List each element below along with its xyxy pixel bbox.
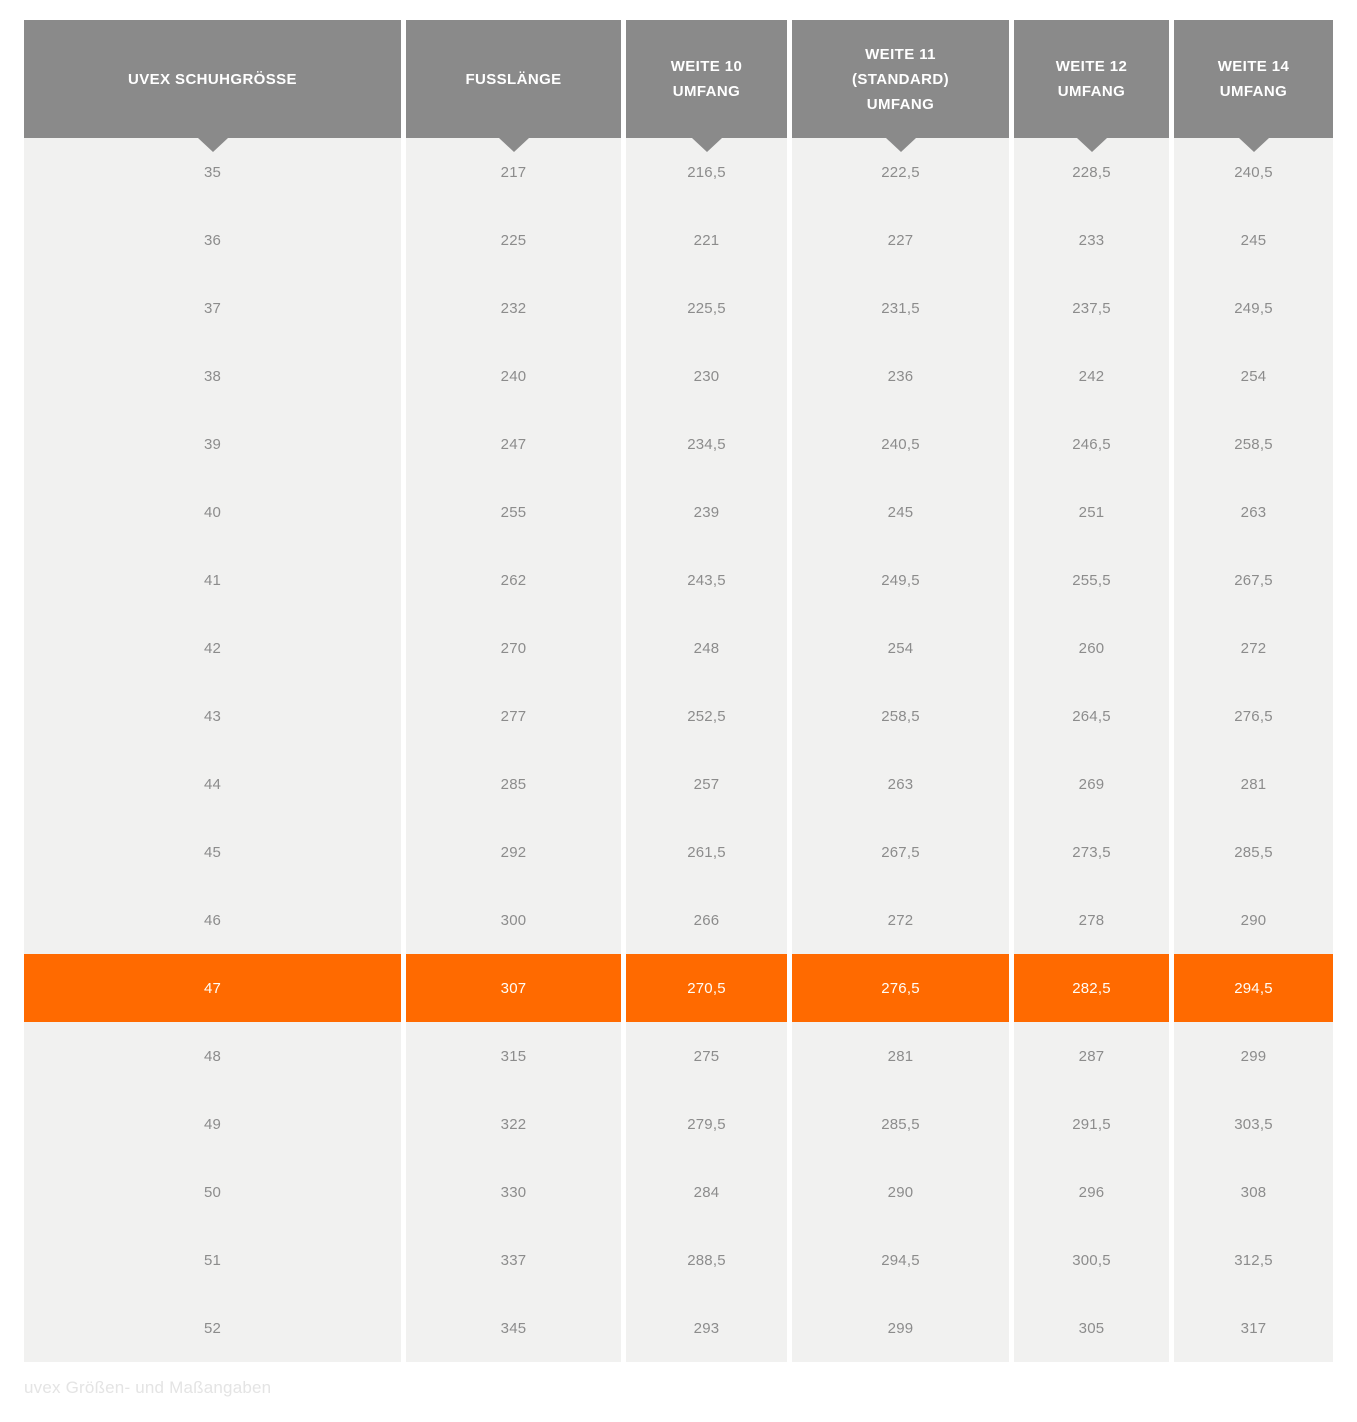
table-cell: 263 bbox=[792, 750, 1009, 818]
table-cell: 37 bbox=[24, 274, 401, 342]
column-header-label-line: UMFANG bbox=[672, 83, 741, 100]
table-header-row bbox=[24, 20, 1333, 138]
table-cell: 49 bbox=[24, 1090, 401, 1158]
table-row-size-39[interactable] bbox=[24, 410, 1333, 478]
table-cell: 299 bbox=[1174, 1022, 1333, 1090]
table-row-size-38[interactable] bbox=[24, 342, 1333, 410]
table-row-size-47[interactable] bbox=[24, 954, 1333, 1022]
table-cell: 291,5 bbox=[1014, 1090, 1169, 1158]
table-cell: 264,5 bbox=[1014, 682, 1169, 750]
table-cell: 225,5 bbox=[626, 274, 787, 342]
table-cell: 217 bbox=[406, 138, 621, 206]
table-cell: 284 bbox=[626, 1158, 787, 1226]
column-header-size bbox=[24, 20, 401, 138]
table-cell: 43 bbox=[24, 682, 401, 750]
header-pointer-down-icon bbox=[1077, 138, 1107, 152]
table-cell: 255 bbox=[406, 478, 621, 546]
table-cell: 228,5 bbox=[1014, 138, 1169, 206]
table-cell: 236 bbox=[792, 342, 1009, 410]
table-cell: 345 bbox=[406, 1294, 621, 1362]
table-cell: 290 bbox=[1174, 886, 1333, 954]
table-cell: 227 bbox=[792, 206, 1009, 274]
table-row-size-44[interactable] bbox=[24, 750, 1333, 818]
table-cell: 231,5 bbox=[792, 274, 1009, 342]
header-pointer-down-icon bbox=[692, 138, 722, 152]
table-cell: 270,5 bbox=[626, 954, 787, 1022]
table-cell: 216,5 bbox=[626, 138, 787, 206]
table-cell: 258,5 bbox=[1174, 410, 1333, 478]
table-cell: 252,5 bbox=[626, 682, 787, 750]
table-cell: 47 bbox=[24, 954, 401, 1022]
header-pointer-down-icon bbox=[1239, 138, 1269, 152]
table-cell: 246,5 bbox=[1014, 410, 1169, 478]
table-cell: 269 bbox=[1014, 750, 1169, 818]
column-header-label-line: UVEX SCHUHGRÖSSE bbox=[128, 70, 297, 88]
table-cell: 294,5 bbox=[1174, 954, 1333, 1022]
table-row-size-36[interactable] bbox=[24, 206, 1333, 274]
table-cell: 263 bbox=[1174, 478, 1333, 546]
table-cell: 279,5 bbox=[626, 1090, 787, 1158]
table-cell: 50 bbox=[24, 1158, 401, 1226]
column-header-label-line: WEITE 11 bbox=[865, 45, 936, 63]
table-cell: 322 bbox=[406, 1090, 621, 1158]
table-cell: 249,5 bbox=[792, 546, 1009, 614]
header-pointer-down-icon bbox=[499, 138, 529, 152]
table-cell: 41 bbox=[24, 546, 401, 614]
table-cell: 239 bbox=[626, 478, 787, 546]
table-cell: 293 bbox=[626, 1294, 787, 1362]
column-header-label-line: UMFANG bbox=[1057, 83, 1126, 100]
table-cell: 273,5 bbox=[1014, 818, 1169, 886]
table-cell: 254 bbox=[792, 614, 1009, 682]
table-cell: 261,5 bbox=[626, 818, 787, 886]
table-cell: 45 bbox=[24, 818, 401, 886]
table-cell: 243,5 bbox=[626, 546, 787, 614]
table-cell: 247 bbox=[406, 410, 621, 478]
table-cell: 48 bbox=[24, 1022, 401, 1090]
table-cell: 36 bbox=[24, 206, 401, 274]
column-header-label-line: FUSSLÄNGE bbox=[465, 70, 562, 88]
table-body bbox=[24, 138, 1333, 1362]
table-cell: 267,5 bbox=[792, 818, 1009, 886]
table-cell: 288,5 bbox=[626, 1226, 787, 1294]
table-cell: 285,5 bbox=[792, 1090, 1009, 1158]
table-cell: 312,5 bbox=[1174, 1226, 1333, 1294]
table-row-size-51[interactable] bbox=[24, 1226, 1333, 1294]
table-cell: 299 bbox=[792, 1294, 1009, 1362]
table-cell: 308 bbox=[1174, 1158, 1333, 1226]
header-pointer-down-icon bbox=[198, 138, 228, 152]
table-cell: 287 bbox=[1014, 1022, 1169, 1090]
table-cell: 267,5 bbox=[1174, 546, 1333, 614]
column-header-width-10 bbox=[626, 20, 787, 138]
table-cell: 315 bbox=[406, 1022, 621, 1090]
table-cell: 275 bbox=[626, 1022, 787, 1090]
table-cell: 240,5 bbox=[792, 410, 1009, 478]
table-cell: 303,5 bbox=[1174, 1090, 1333, 1158]
table-cell: 266 bbox=[626, 886, 787, 954]
column-header-label-line: UMFANG bbox=[866, 95, 935, 113]
table-row-size-37[interactable] bbox=[24, 274, 1333, 342]
table-cell: 233 bbox=[1014, 206, 1169, 274]
table-cell: 35 bbox=[24, 138, 401, 206]
table-cell: 222,5 bbox=[792, 138, 1009, 206]
table-cell: 330 bbox=[406, 1158, 621, 1226]
column-header-width-12 bbox=[1014, 20, 1169, 138]
table-cell: 255,5 bbox=[1014, 546, 1169, 614]
table-row-size-40[interactable] bbox=[24, 478, 1333, 546]
table-cell: 300 bbox=[406, 886, 621, 954]
table-cell: 258,5 bbox=[792, 682, 1009, 750]
table-cell: 245 bbox=[792, 478, 1009, 546]
table-row-size-49[interactable] bbox=[24, 1090, 1333, 1158]
table-cell: 277 bbox=[406, 682, 621, 750]
table-cell: 260 bbox=[1014, 614, 1169, 682]
table-cell: 38 bbox=[24, 342, 401, 410]
table-cell: 290 bbox=[792, 1158, 1009, 1226]
table-cell: 282,5 bbox=[1014, 954, 1169, 1022]
table-cell: 221 bbox=[626, 206, 787, 274]
table-row-size-41[interactable] bbox=[24, 546, 1333, 614]
table-cell: 272 bbox=[792, 886, 1009, 954]
table-cell: 270 bbox=[406, 614, 621, 682]
column-header-label-line: WEITE 14 bbox=[1217, 58, 1290, 75]
header-pointer-down-icon bbox=[886, 138, 916, 152]
table-row-size-50[interactable] bbox=[24, 1158, 1333, 1226]
table-row-size-45[interactable] bbox=[24, 818, 1333, 886]
table-cell: 52 bbox=[24, 1294, 401, 1362]
table-cell: 305 bbox=[1014, 1294, 1169, 1362]
table-cell: 237,5 bbox=[1014, 274, 1169, 342]
column-header-label-line: UMFANG bbox=[1219, 83, 1288, 100]
table-cell: 234,5 bbox=[626, 410, 787, 478]
table-cell: 44 bbox=[24, 750, 401, 818]
column-header-width-14 bbox=[1174, 20, 1333, 138]
table-cell: 240,5 bbox=[1174, 138, 1333, 206]
column-header-label-line: WEITE 12 bbox=[1055, 58, 1128, 75]
table-cell: 317 bbox=[1174, 1294, 1333, 1362]
table-cell: 248 bbox=[626, 614, 787, 682]
table-cell: 281 bbox=[1174, 750, 1333, 818]
table-cell: 225 bbox=[406, 206, 621, 274]
table-cell: 254 bbox=[1174, 342, 1333, 410]
size-chart-page bbox=[24, 20, 1333, 1398]
table-cell: 285,5 bbox=[1174, 818, 1333, 886]
table-cell: 249,5 bbox=[1174, 274, 1333, 342]
table-cell: 245 bbox=[1174, 206, 1333, 274]
table-cell: 40 bbox=[24, 478, 401, 546]
table-cell: 337 bbox=[406, 1226, 621, 1294]
column-header-width-11 bbox=[792, 20, 1009, 138]
table-row-size-48[interactable] bbox=[24, 1022, 1333, 1090]
table-cell: 307 bbox=[406, 954, 621, 1022]
table-cell: 278 bbox=[1014, 886, 1169, 954]
table-cell: 281 bbox=[792, 1022, 1009, 1090]
table-cell: 39 bbox=[24, 410, 401, 478]
table-row-size-43[interactable] bbox=[24, 682, 1333, 750]
table-row-size-46[interactable] bbox=[24, 886, 1333, 954]
table-cell: 300,5 bbox=[1014, 1226, 1169, 1294]
column-header-label-line: (STANDARD) bbox=[851, 70, 950, 88]
table-row-size-52[interactable] bbox=[24, 1294, 1333, 1362]
table-cell: 42 bbox=[24, 614, 401, 682]
table-cell: 242 bbox=[1014, 342, 1169, 410]
table-cell: 251 bbox=[1014, 478, 1169, 546]
table-cell: 292 bbox=[406, 818, 621, 886]
table-cell: 230 bbox=[626, 342, 787, 410]
table-caption: uvex Größen- und Maßangaben bbox=[24, 1378, 272, 1397]
table-cell: 276,5 bbox=[1174, 682, 1333, 750]
table-row-size-42[interactable] bbox=[24, 614, 1333, 682]
table-cell: 272 bbox=[1174, 614, 1333, 682]
table-cell: 285 bbox=[406, 750, 621, 818]
table-cell: 240 bbox=[406, 342, 621, 410]
table-cell: 262 bbox=[406, 546, 621, 614]
uvex-size-table bbox=[24, 20, 1333, 1362]
table-cell: 257 bbox=[626, 750, 787, 818]
table-cell: 296 bbox=[1014, 1158, 1169, 1226]
table-cell: 276,5 bbox=[792, 954, 1009, 1022]
table-cell: 46 bbox=[24, 886, 401, 954]
table-cell: 232 bbox=[406, 274, 621, 342]
column-header-foot-length bbox=[406, 20, 621, 138]
column-header-label-line: WEITE 10 bbox=[670, 58, 743, 75]
table-cell: 294,5 bbox=[792, 1226, 1009, 1294]
table-cell: 51 bbox=[24, 1226, 401, 1294]
